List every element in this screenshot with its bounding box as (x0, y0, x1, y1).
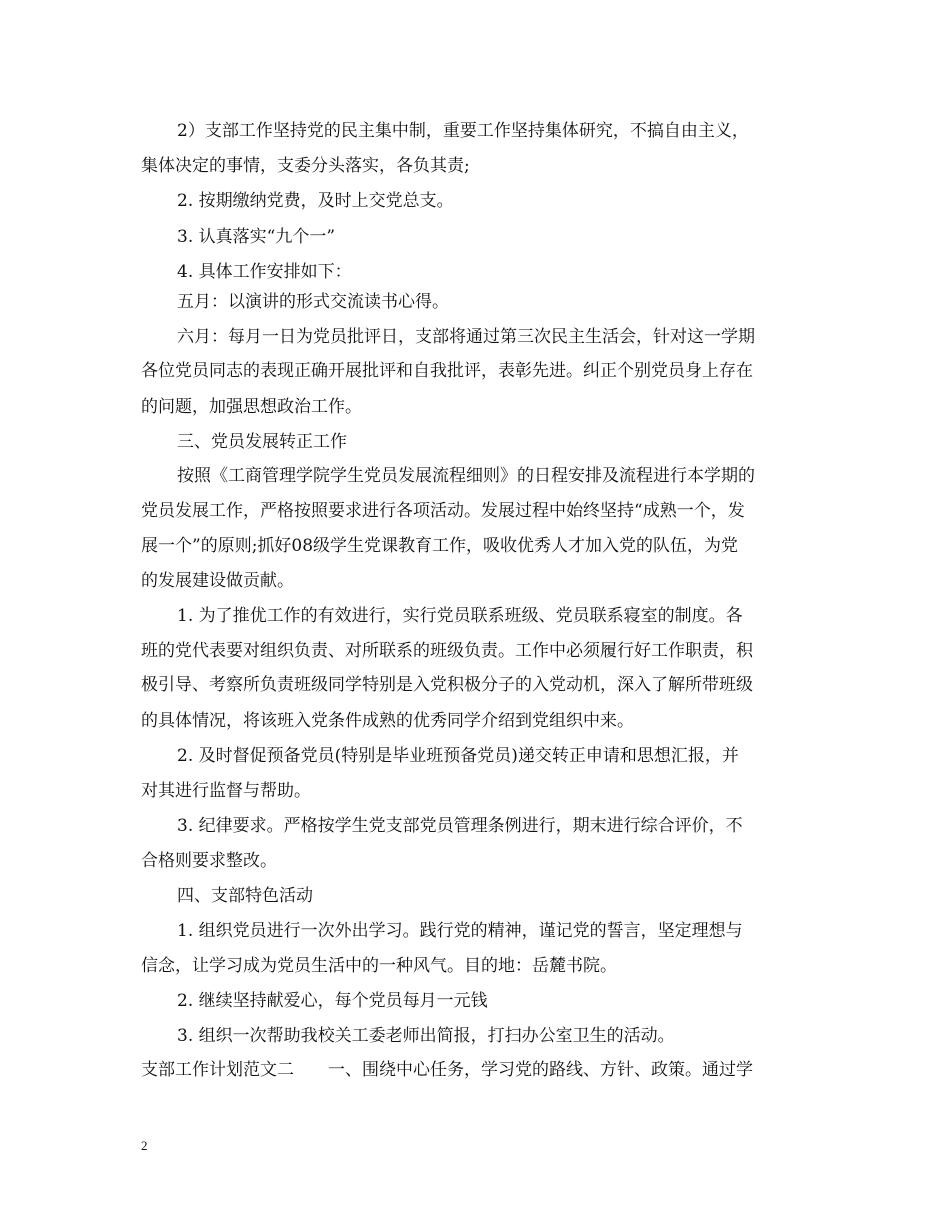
text-line: 3. 认真落实“九个一” (177, 227, 336, 247)
section-heading: 三、党员发展转正工作 (177, 432, 347, 452)
text-line: 展一个”的原则;抓好08级学生党课教育工作，吸收优秀人才加入党的队伍，为党 (141, 536, 739, 556)
text-line: 极引导、考察所负责班级同学特别是入党积极分子的入党动机，深入了解所带班级 (141, 675, 753, 695)
page-number: 2 (141, 1138, 148, 1153)
text-line: 的发展建设做贡献。 (141, 571, 294, 591)
text-line: 五月：以演讲的形式交流读书心得。 (177, 292, 449, 312)
text-line: 2）支部工作坚持党的民主集中制，重要工作坚持集体研究，不搞自由主义， (177, 121, 749, 141)
text-line: 1. 为了推优工作的有效进行，实行党员联系班级、党员联系寝室的制度。各 (177, 606, 743, 626)
text-line: 班的党代表要对组织负责、对所联系的班级负责。工作中必须履行好工作职责，积 (141, 641, 753, 661)
text-line: 六月：每月一日为党员批评日，支部将通过第三次民主生活会，针对这一学期 (177, 327, 755, 347)
text-line: 对其进行监督与帮助。 (141, 781, 311, 801)
text-line: 各位党员同志的表现正确开展批评和自我批评，表彰先进。纠正个别党员身上存在 (141, 361, 753, 381)
text-line: 集体决定的事情，支委分头落实，各负其责; (141, 156, 470, 176)
text-line: 3. 纪律要求。严格按学生党支部党员管理条例进行，期末进行综合评价，不 (177, 816, 743, 836)
text-line: 4. 具体工作安排如下： (177, 262, 352, 282)
text-line: 2. 及时督促预备党员(特别是毕业班预备党员)递交转正申请和思想汇报，并 (177, 746, 739, 766)
text-line: 党员发展工作，严格按照要求进行各项活动。发展过程中始终坚持“成熟一个，发 (141, 501, 745, 521)
text-line: 的问题，加强思想政治工作。 (141, 397, 362, 417)
text-line: 1. 组织党员进行一次外出学习。践行党的精神，谨记党的誓言，坚定理想与 (177, 921, 743, 941)
section-heading: 四、支部特色活动 (177, 886, 313, 906)
text-line: 信念，让学习成为党员生活中的一种风气。目的地：岳麓书院。 (141, 956, 617, 976)
text-line: 2. 继续坚持献爱心，每个党员每月一元钱 (177, 991, 488, 1011)
text-line: 支部工作计划范文二 一、围绕中心任务，学习党的路线、方针、政策。通过学 (141, 1060, 753, 1080)
text-line: 3. 组织一次帮助我校关工委老师出简报，打扫办公室卫生的活动。 (177, 1026, 675, 1046)
text-line: 的具体情况，将该班入党条件成熟的优秀同学介绍到党组织中来。 (141, 711, 634, 731)
text-line: 2. 按期缴纳党费，及时上交党总支。 (177, 191, 454, 211)
text-line: 按照《工商管理学院学生党员发展流程细则》的日程安排及流程进行本学期的 (177, 466, 755, 486)
text-line: 合格则要求整改。 (141, 851, 277, 871)
